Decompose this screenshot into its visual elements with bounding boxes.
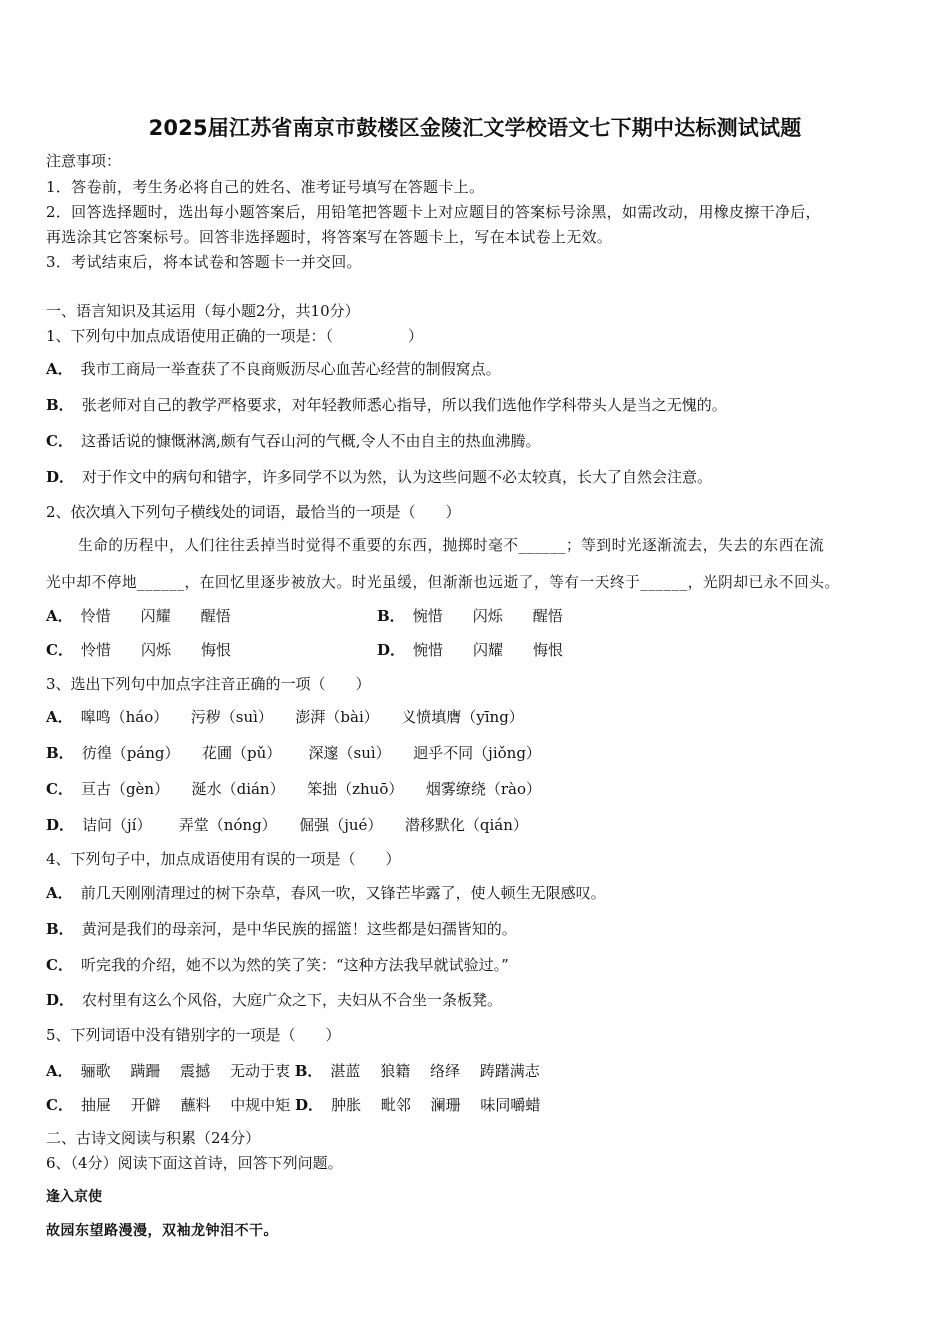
q5-options-row-2	[46, 1095, 540, 1115]
option-text: 听完我的介绍，她不以为然的笑了笑：“这种方法我早就试验过。”	[80, 956, 509, 974]
option-label: C．	[46, 432, 73, 450]
q3-option-c	[46, 779, 541, 799]
option-label: A．	[46, 884, 73, 902]
section-1-heading: 一、语言知识及其运用（每小题2分，共10分）	[46, 302, 360, 320]
option-label: D．	[46, 816, 75, 834]
q1-option-a	[46, 359, 501, 379]
option-label: D．	[295, 1096, 324, 1114]
option-label: C．	[46, 1096, 73, 1114]
option-text: 农村里有这么个风俗，大庭广众之下，夫妇从不合坐一条板凳。	[82, 991, 503, 1009]
option-label: B．	[46, 920, 74, 938]
option-text: 张老师对自己的教学严格要求，对年轻教师悉心指导，所以我们选他作学科带头人是当之无愧的。	[81, 396, 727, 414]
option-label: C．	[46, 956, 73, 974]
q1-stem: 1、下列句中加点成语使用正确的一项是：（ ）	[46, 327, 424, 345]
q4-option-a	[46, 883, 606, 903]
option-text: 这番话说的慷慨淋漓,颇有气吞山河的气概,令人不由自主的热血沸腾。	[80, 432, 541, 450]
section-2-heading: 二、古诗文阅读与积累（24分）	[46, 1129, 261, 1147]
poem-title: 逢入京使	[46, 1189, 102, 1205]
option-text: 惋惜 闪烁 醒悟	[412, 607, 563, 625]
option-label: D．	[377, 641, 406, 659]
q4-option-b	[46, 919, 517, 939]
option-label: B．	[46, 396, 74, 414]
option-label: B．	[46, 744, 74, 762]
option-text: 肿胀 毗邻 澜珊 味同嚼蜡	[331, 1096, 541, 1114]
option-text: 彷徨（páng） 花圃（pǔ） 深邃（suì） 迥乎不同（jiǒng）	[81, 744, 541, 762]
option-text: 亘古（gèn） 涎水（dián） 笨拙（zhuō） 烟雾缭绕（rào）	[80, 780, 541, 798]
q5-stem: 5、下列词语中没有错别字的一项是（ ）	[46, 1026, 341, 1044]
option-text: 怜惜 闪烁 悔恨	[80, 641, 231, 659]
option-label: B．	[294, 1062, 323, 1080]
q1-option-c	[46, 431, 541, 451]
q1-option-d	[46, 467, 712, 487]
q3-option-a	[46, 707, 524, 727]
q2-option-d	[377, 640, 563, 660]
option-text: 骊歌 蹒跚 震撼 无动于衷	[80, 1062, 290, 1080]
q4-option-c	[46, 955, 509, 975]
option-label: D．	[46, 991, 75, 1009]
q2-option-a	[46, 606, 231, 626]
notice-item-3: 3．考试结束后，将本试卷和答题卡一并交回。	[46, 253, 362, 271]
q3-option-b	[46, 743, 541, 763]
option-label: A．	[46, 708, 73, 726]
option-text: 湛蓝 狼籍 络绎 踌躇满志	[330, 1062, 540, 1080]
option-text: 惋惜 闪耀 悔恨	[413, 641, 564, 659]
q4-stem: 4、下列句子中，加点成语使用有误的一项是（ ）	[46, 850, 401, 868]
q4-option-d	[46, 990, 502, 1010]
option-label: C．	[46, 780, 73, 798]
option-text: 诘问（jí） 弄堂（nóng） 倔强（jué） 潜移默化（qián）	[82, 816, 528, 834]
q6-stem: 6、（4分）阅读下面这首诗，回答下列问题。	[46, 1154, 343, 1172]
q1-option-b	[46, 395, 727, 415]
option-text: 黄河是我们的母亲河，是中华民族的摇篮！这些都是妇孺皆知的。	[81, 920, 517, 938]
notice-item-2-cont: 再选涂其它答案标号。回答非选择题时，将答案写在答题卡上，写在本试卷上无效。	[46, 228, 613, 246]
page-title: 2025届江苏省南京市鼓楼区金陵汇文学校语文七下期中达标测试试题	[148, 116, 802, 140]
option-text: 对于作文中的病句和错字，许多同学不以为然，认为这些问题不必太较真，长大了自然会注意。	[82, 468, 713, 486]
option-label: B．	[377, 607, 405, 625]
q2-passage-line-1: 生命的历程中，人们往往丢掉当时觉得不重要的东西，抛掷时毫不______；等到时光逐渐流去，失去的东西在流	[78, 537, 825, 554]
q2-stem: 2、依次填入下列句子横线处的词语，最恰当的一项是（ ）	[46, 503, 461, 521]
poem-line-1: 故园东望路漫漫，双袖龙钟泪不干。	[46, 1223, 278, 1239]
option-text: 前几天刚刚清理过的树下杂草，春风一吹，又锋芒毕露了，使人顿生无限感叹。	[80, 884, 606, 902]
q5-options-row-1	[46, 1061, 540, 1081]
q2-option-c	[46, 640, 231, 660]
option-text: 抽屉 开僻 蘸料 中规中矩	[80, 1096, 291, 1114]
q2-passage-line-2: 光中却不停地______，在回忆里逐步被放大。时光虽缓，但渐渐也远逝了，等有一天终于______，光阴却已永不回头。	[46, 574, 840, 591]
q3-option-d	[46, 815, 528, 835]
option-label: A．	[46, 360, 73, 378]
option-label: C．	[46, 641, 73, 659]
option-label: A．	[46, 1062, 73, 1080]
option-text: 怜惜 闪耀 醒悟	[80, 607, 231, 625]
q2-option-b	[377, 606, 563, 626]
option-text: 我市工商局一举查获了不良商贩沥尽心血苦心经营的制假窝点。	[80, 360, 501, 378]
notice-heading: 注意事项：	[46, 152, 122, 170]
option-label: A．	[46, 607, 73, 625]
notice-item-1: 1．答卷前，考生务必将自己的姓名、准考证号填写在答题卡上。	[46, 178, 485, 196]
q3-stem: 3、选出下列句中加点字注音正确的一项（ ）	[46, 675, 371, 693]
notice-item-2: 2．回答选择题时，选出每小题答案后，用铅笔把答题卡上对应题目的答案标号涂黑，如需改动，用橡皮擦干净后，	[46, 203, 821, 221]
option-label: D．	[46, 468, 75, 486]
option-text: 嗥鸣（háo） 污秽（suì） 澎湃（bài） 义愤填膺（yīng）	[80, 708, 524, 726]
